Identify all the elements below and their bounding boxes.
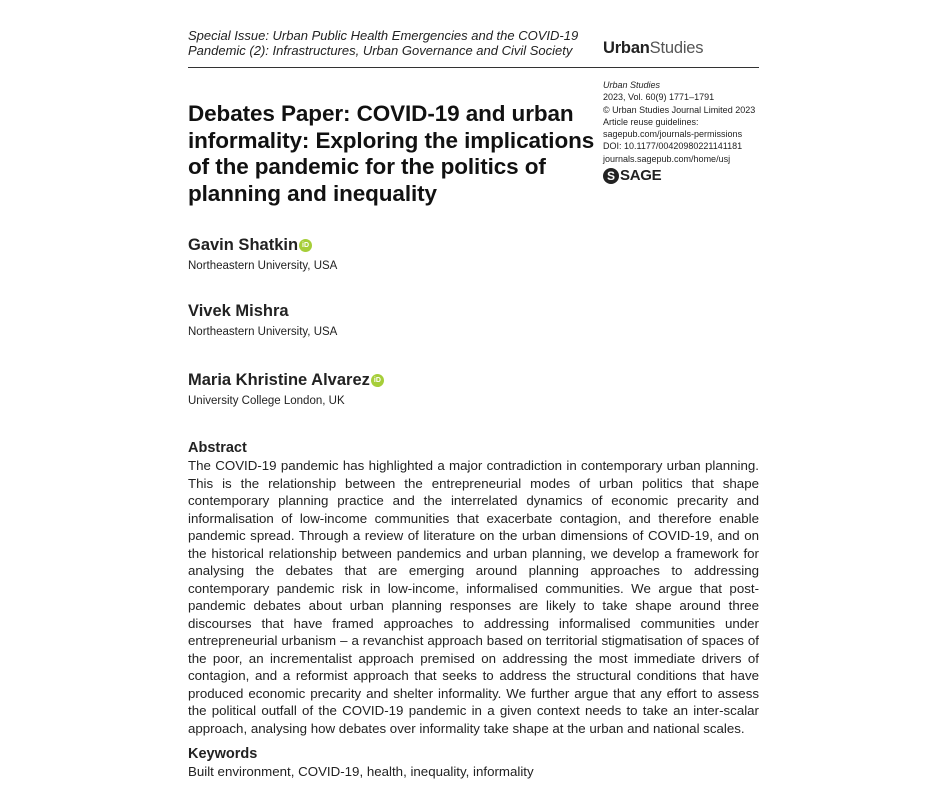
- author-affiliation: University College London, UK: [188, 395, 345, 407]
- journal-logo-urban: Urban: [603, 39, 650, 57]
- sage-logo-icon: S: [603, 168, 619, 184]
- author-name-text: Vivek Mishra: [188, 302, 289, 320]
- meta-permissions-link[interactable]: sagepub.com/journals-permissions: [603, 129, 743, 140]
- author-block: [188, 236, 337, 272]
- publisher-logo: [603, 168, 773, 184]
- special-issue-line: Special Issue: Urban Public Health Emergencies and the COVID-19 Pandemic (2): Infrastructures, Urban Governance and Civil Society: [188, 28, 579, 58]
- orcid-icon[interactable]: iD: [299, 239, 312, 252]
- author-name-text: Maria Khristine Alvarez: [188, 371, 370, 389]
- orcid-icon[interactable]: iD: [371, 374, 384, 387]
- author-name: [188, 371, 384, 390]
- journal-logo-studies: Studies: [649, 39, 704, 57]
- meta-reuse: Article reuse guidelines:: [603, 116, 699, 127]
- keywords-text: Built environment, COVID-19, health, inequality, informality: [188, 764, 534, 779]
- meta-doi[interactable]: DOI: 10.1177/00420980221141181: [603, 141, 743, 152]
- abstract-text: The COVID-19 pandemic has highlighted a major contradiction in contemporary urban planning. This is the relationship between the entrepreneurial modes of urban politics that shape contemporary planning practice and the interrelated dynamics of economic precarity and informalisation of low-income communities that exacerbate contagion, and therefore enable pandemic spread. Through a review of literature on the urban dimensions of COVID-19, and on the historical relationship between pandemics and urban planning, we develop a framework for analysing the debates that are emerging around planning approaches to addressing contemporary pandemic risk in low-income, informalised communities. We argue that post-pandemic debates about urban planning responses are likely to take shape around three discourses that have framed approaches to addressing informalised communities under entrepreneurial urbanism – a revanchist approach based on territorial stigmatisation of spaces of the poor, an incrementalist approach premised on addressing the most immediate drivers of contagion, and a reformist approach that seeks to address the structural conditions that have produced economic precarity and shelter informality. We further argue that any effort to assess the political outfall of the COVID-19 pandemic in a given context needs to take an inter-scalar approach, analysing how debates over informality take shape at the urban and national scales.: [188, 458, 759, 736]
- article-title: Debates Paper: COVID-19 and urban informality: Exploring the implications of the pandemic for the politics of planning and inequality: [188, 101, 595, 206]
- header-divider: [188, 67, 759, 68]
- sage-logo-text: SAGE: [620, 166, 662, 184]
- meta-copyright: © Urban Studies Journal Limited 2023: [603, 104, 756, 115]
- journal-logo: [603, 39, 703, 58]
- author-name-text: Gavin Shatkin: [188, 236, 299, 254]
- meta-volume: 2023, Vol. 60(9) 1771–1791: [603, 92, 715, 103]
- author-affiliation: Northeastern University, USA: [188, 260, 338, 272]
- keywords-heading: Keywords: [188, 746, 258, 762]
- author-block: [188, 302, 337, 338]
- meta-journal-link[interactable]: journals.sagepub.com/home/usj: [603, 153, 731, 164]
- meta-journal-name: Urban Studies: [603, 80, 661, 90]
- author-block: [188, 371, 384, 407]
- author-name: [188, 302, 337, 321]
- abstract-heading: Abstract: [188, 440, 247, 456]
- author-affiliation: Northeastern University, USA: [188, 326, 338, 338]
- author-name: [188, 236, 337, 255]
- article-metadata: [603, 79, 773, 184]
